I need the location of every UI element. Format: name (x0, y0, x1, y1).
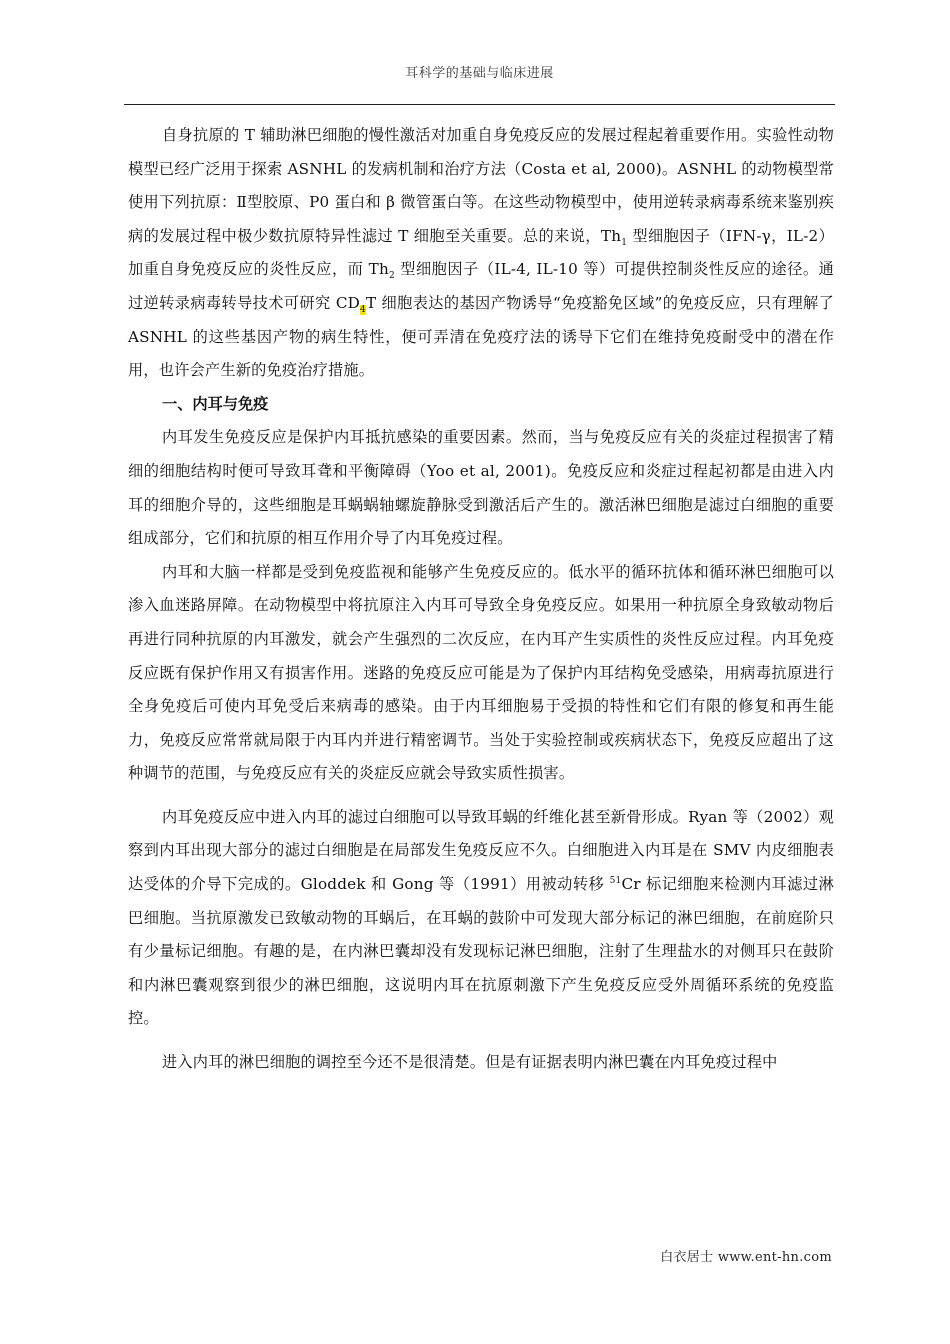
paragraph-5: 进入内耳的淋巴细胞的调控至今还不是很清楚。但是有证据表明内淋巴囊在内耳免疫过程中 (162, 1053, 778, 1072)
paragraph-4-part-a: 内耳免疫反应中进入内耳的滤过白细胞可以导致耳蜗的纤维化甚至新骨形成。Ryan 等（2002）观察到内耳出现大部分的滤过白细胞是在局部发生免疫反应不久。白细胞进入内耳是在 SMV 内皮细胞表达受体的介导下完成的。Gloddek 和 Gong 等（1991）用被动转移 (128, 807, 834, 894)
paragraph-1-part-d: T 细胞表达的基因产物诱导“免疫豁免区域”的免疫反应，只有理解了 ASNHL 的这些基因产物的病生特性，便可弄清在免疫疗法的诱导下它们在维持免疫耐受中的潜在作用，也许会产生新的免疫治疗措施。 (128, 293, 835, 380)
paragraph-2: 内耳发生免疫反应是保护内耳抵抗感染的重要因素。然而，当与免疫反应有关的炎症过程损害了精细的细胞结构时便可导致耳聋和平衡障碍（Yoo et al, 2001)。免疫反应和炎症过程起初都是由进入内耳的细胞介导的，这些细胞是耳蜗蜗轴螺旋静脉受到激活后产生的。激活淋巴细胞是滤过白细胞的重要组成部分，它们和抗原的相互作用介导了内耳免疫过程。 (128, 428, 834, 548)
superscript-51: 51 (609, 876, 622, 886)
paragraph-1 (128, 119, 834, 388)
paragraph-3: 内耳和大脑一样都是受到免疫监视和能够产生免疫反应的。低水平的循环抗体和循环淋巴细胞可以渗入血迷路屏障。在动物模型中将抗原注入内耳可导致全身免疫反应。如果用一种抗原全身致敏动物后再进行同种抗原的内耳激发，就会产生强烈的二次反应，在内耳产生实质性的炎性反应过程。内耳免疫反应既有保护作用又有损害作用。迷路的免疫反应可能是为了保护内耳结构免受感染，用病毒抗原进行全身免疫后可使内耳免受后来病毒的感染。由于内耳细胞易于受损的特性和它们有限的修复和再生能力，免疫反应常常就局限于内耳内并进行精密调节。当处于实验控制或疾病状态下，免疫反应超出了这种调节的范围，与免疫反应有关的炎症反应就会导致实质性损害。 (128, 562, 834, 783)
paragraph-4-part-b: Cr 标记细胞来检测内耳滤过淋巴细胞。当抗原激发已致敏动物的耳蜗后，在耳蜗的鼓阶中可发现大部分标记的淋巴细胞，在前庭阶只有少量标记细胞。有趣的是，在内淋巴囊却没有发现标记淋巴细胞，注射了生理盐水的对侧耳只在鼓阶和内淋巴囊观察到很少的淋巴细胞，这说明内耳在抗原刺激下产生免疫反应受外周循环系统的免疫监控。 (128, 875, 834, 1028)
paragraph-1-part-c: 型细胞因子（IL-4, IL-10 等）可提供控制炎性反应的途径。通过逆转录病毒转导技术可研究 CD (128, 260, 835, 312)
header-divider (124, 104, 835, 105)
subscript-th1: 1 (621, 237, 628, 248)
subscript-th2: 2 (388, 271, 395, 282)
subscript-cd4-highlighted: 4 (360, 305, 366, 315)
page-footer: 白衣居士 www.ent-hn.com (660, 1250, 832, 1265)
paragraph-4 (128, 801, 834, 1036)
section-heading: 一、内耳与免疫 (162, 394, 269, 413)
body-text (128, 119, 834, 1080)
running-header: 耳科学的基础与临床进展 (405, 66, 554, 81)
paragraph-1-part-a: 自身抗原的 T 辅助淋巴细胞的慢性激活对加重自身免疫反应的发展过程起着重要作用。实验性动物模型已经广泛用于探索 ASNHL 的发病机制和治疗方法（Costa et al, 2000)。ASNHL 的动物模型常使用下列抗原：Ⅱ型胶原、P0 蛋白和 β 微管蛋白等。在这些动物模型中，使用逆转录病毒系统来鉴别疾病的发展过程中极少数抗原特异性滤过 T 细胞至关重要。总的来说，Th (128, 126, 834, 245)
paragraph-1-part-b: 型细胞因子（IFN-γ，IL-2）加重自身免疫反应的炎性反应，而 Th (128, 226, 835, 279)
